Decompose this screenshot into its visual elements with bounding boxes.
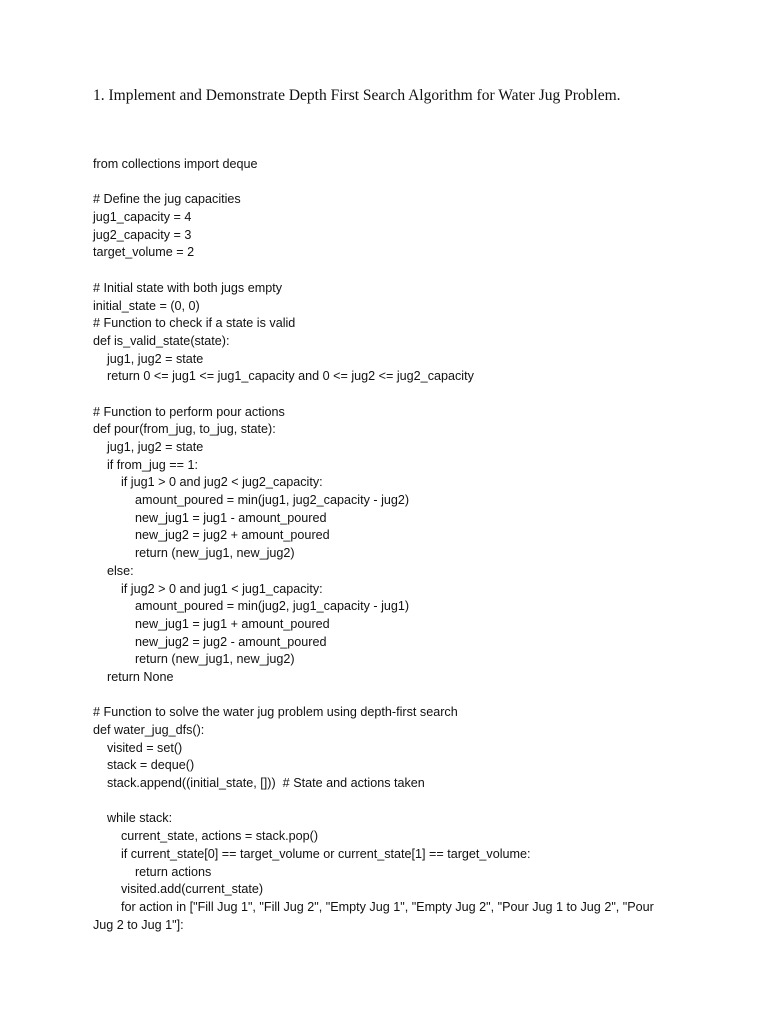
code-line: return (new_jug1, new_jug2) — [93, 652, 295, 667]
code-line: return 0 <= jug1 <= jug1_capacity and 0 <= jug2 <= jug2_capacity — [93, 369, 474, 384]
code-line: new_jug1 = jug1 - amount_poured — [93, 510, 327, 525]
code-line — [93, 386, 673, 404]
code-line: jug1, jug2 = state — [93, 351, 204, 366]
code-line — [93, 687, 673, 705]
code-line: amount_poured = min(jug1, jug2_capacity - jug2) — [93, 493, 410, 508]
code-line: stack.append((initial_state, [])) # State and actions taken — [93, 776, 425, 791]
code-line: amount_poured = min(jug2, jug1_capacity - jug1) — [93, 599, 410, 614]
code-line: if current_state[0] == target_volume or current_state[1] == target_volume: — [93, 846, 531, 861]
code-line: def pour(from_jug, to_jug, state): — [93, 422, 276, 437]
code-line: # Function to solve the water jug problem using depth-first search — [93, 705, 458, 720]
code-line: # Define the jug capacities — [93, 192, 241, 207]
code-line: return (new_jug1, new_jug2) — [93, 546, 295, 561]
code-line: initial_state = (0, 0) — [93, 298, 200, 313]
code-line: jug2_capacity = 3 — [93, 227, 192, 242]
code-line: current_state, actions = stack.pop() — [93, 829, 319, 844]
code-line: if from_jug == 1: — [93, 457, 198, 472]
code-line: target_volume = 2 — [93, 245, 195, 260]
code-line: stack = deque() — [93, 758, 195, 773]
code-line: if jug2 > 0 and jug1 < jug1_capacity: — [93, 581, 323, 596]
code-line: new_jug2 = jug2 - amount_poured — [93, 634, 327, 649]
code-line: # Initial state with both jugs empty — [93, 280, 283, 295]
code-line: else: — [93, 563, 134, 578]
code-line — [93, 174, 673, 192]
code-line: from collections import deque — [93, 157, 258, 171]
code-block — [93, 156, 673, 934]
code-line: return None — [93, 669, 174, 684]
code-line: jug1, jug2 = state — [93, 440, 204, 454]
document-heading: 1. Implement and Demonstrate Depth First Search Algorithm for Water Jug Problem. — [93, 87, 621, 104]
code-line — [93, 793, 673, 811]
code-line: if jug1 > 0 and jug2 < jug2_capacity: — [93, 475, 323, 490]
code-line: new_jug1 = jug1 + amount_poured — [93, 616, 330, 631]
code-line: # Function to perform pour actions — [93, 404, 285, 419]
code-line: while stack: — [93, 811, 173, 826]
code-line: jug1_capacity = 4 — [93, 210, 192, 225]
code-line: new_jug2 = jug2 + amount_poured — [93, 528, 330, 543]
code-line: return actions — [93, 864, 212, 879]
code-line: def water_jug_dfs(): — [93, 723, 205, 737]
code-line — [93, 262, 673, 280]
code-line: visited.add(current_state) — [93, 882, 264, 897]
code-line: # Function to check if a state is valid — [93, 316, 296, 331]
code-line: for action in ["Fill Jug 1", "Fill Jug 2", "Empty Jug 1", "Empty Jug 2", "Pour Jug 1 to Jug 2", "Pour — [93, 899, 654, 914]
code-line: visited = set() — [93, 740, 183, 755]
code-line: Jug 2 to Jug 1"]: — [93, 917, 184, 932]
code-line: def is_valid_state(state): — [93, 333, 230, 348]
